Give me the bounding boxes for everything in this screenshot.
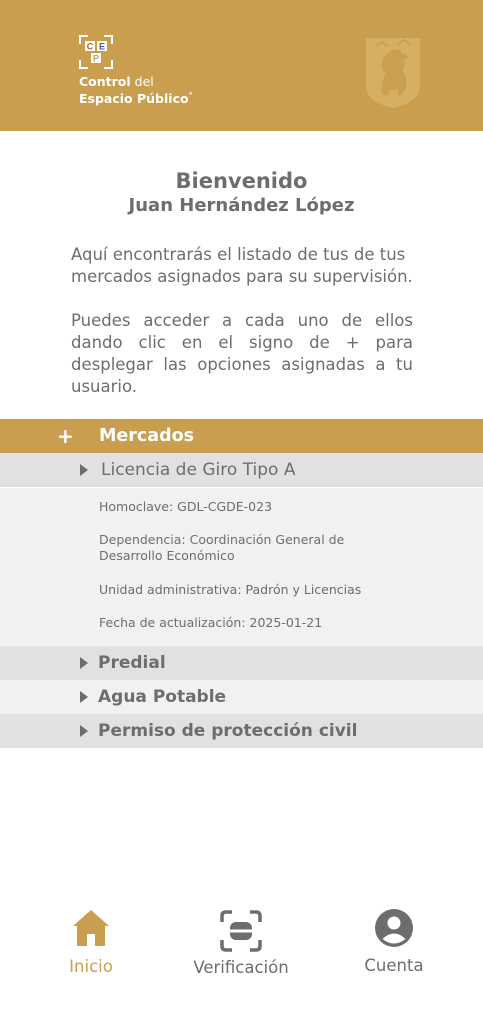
triangle-right-icon: [80, 464, 88, 476]
accordion-item-predial[interactable]: [0, 646, 483, 680]
welcome-block: [0, 168, 483, 218]
cep-logo: [79, 35, 199, 105]
logo-line2: Espacio Público: [79, 91, 189, 107]
logo-letter-p: P: [92, 53, 100, 64]
account-icon: [374, 908, 414, 948]
detail-fecha: Fecha de actualización: 2025-01-21: [99, 615, 323, 630]
triangle-right-icon: [80, 657, 88, 669]
nav-label-inicio: Inicio: [69, 957, 113, 976]
nav-item-cuenta[interactable]: [334, 900, 454, 990]
scan-icon: [220, 910, 262, 952]
bottom-nav: [0, 900, 483, 990]
triangle-right-icon: [80, 725, 88, 737]
triangle-right-icon: [80, 691, 88, 703]
accordion-item-agua[interactable]: [0, 680, 483, 714]
nav-label-cuenta: Cuenta: [364, 956, 424, 975]
accordion-item-label: Permiso de protección civil: [98, 721, 358, 741]
nav-item-inicio[interactable]: [31, 900, 151, 990]
accordion-item-proteccion-civil[interactable]: [0, 714, 483, 748]
plus-icon[interactable]: +: [57, 424, 74, 448]
intro-paragraph-2: Puedes acceder a cada uno de ellos dando clic en el signo de + para desplegar las opciones asignadas a tu usuario.: [71, 311, 413, 396]
section-header-mercados[interactable]: [0, 419, 483, 453]
accordion-item-label: Licencia de Giro Tipo A: [101, 460, 296, 480]
logo-letter-c: C: [86, 41, 94, 52]
user-name: Juan Hernández López: [128, 195, 355, 216]
logo-letter-e: E: [98, 41, 106, 52]
cep-logo-mark-icon: [79, 35, 113, 69]
nav-item-verificacion[interactable]: [181, 900, 301, 990]
welcome-title: Bienvenido: [175, 169, 308, 193]
logo-wordmark: [79, 75, 193, 106]
intro-paragraph-1: Aquí encontrarás el listado de tus de tus mercados asignados para su supervisión.: [71, 245, 413, 286]
accordion-item-label: Predial: [98, 653, 166, 673]
detail-homoclave: Homoclave: GDL-CGDE-023: [99, 499, 273, 514]
nav-label-verificacion: Verificación: [193, 958, 289, 977]
accordion-item-licencia[interactable]: [0, 453, 483, 487]
accordion-details: [0, 488, 483, 646]
detail-dependencia: Dependencia: Coordinación General de Desarrollo Económico: [99, 532, 345, 563]
home-icon: [71, 908, 111, 948]
detail-unidad: Unidad administrativa: Padrón y Licencias: [99, 582, 362, 597]
logo-registered: °: [188, 91, 193, 100]
app-header: [0, 0, 483, 131]
logo-line1-light: del: [130, 74, 154, 89]
section-title: Mercados: [99, 426, 195, 446]
logo-line1-bold: Control: [79, 74, 131, 89]
accordion-item-label: Agua Potable: [98, 687, 227, 707]
city-crest-icon: [362, 36, 424, 110]
